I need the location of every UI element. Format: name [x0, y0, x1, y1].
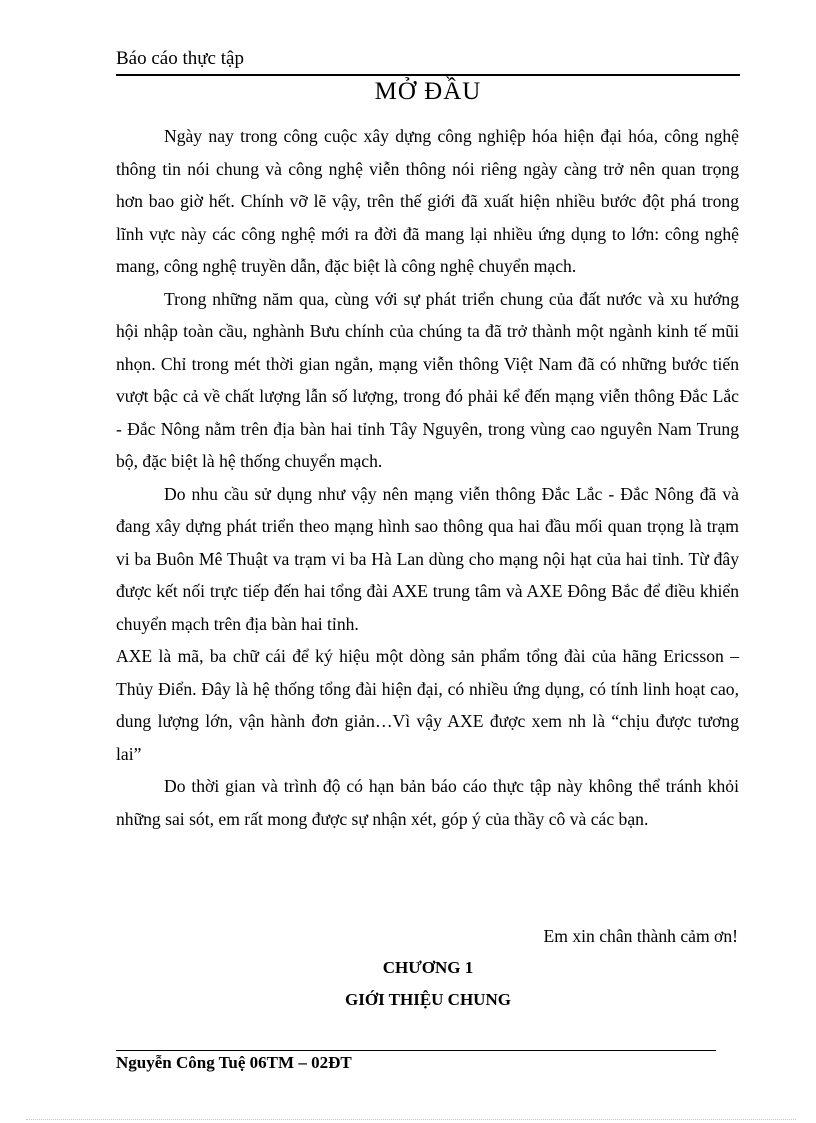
page-header: Báo cáo thực tập	[116, 48, 244, 69]
page-bottom-divider	[26, 1119, 796, 1120]
paragraph-5: Do thời gian và trình độ có hạn bản báo cáo thực tập này không thể tránh khỏi những sai sót, em rất mong được sự nhận xét, góp ý của thầy cô và các bạn.	[116, 776, 739, 829]
page-title: MỞ ĐẦU	[374, 78, 482, 105]
body-text	[116, 120, 739, 835]
paragraph-2: Trong những năm qua, cùng với sự phát triển chung của đất nước và xu hướng hội nhập toàn cầu, nghành Bưu chính của chúng ta đã trở thành một ngành kinh tế mũi nhọn. Chỉ trong mét thời gian ngắn, mạng viễn thông Việt Nam đã có những bước tiến vượt bậc cả về chất lượng lẫn số lượng, trong đó phải kể đến mạng viễn thông Đắc Lắc - Đắc Nông nằm trên địa bàn hai tỉnh Tây Nguyên, trong vùng cao nguyên Nam Trung bộ, đặc biệt là hệ thống chuyển mạch.	[116, 288, 739, 471]
paragraph-4: AXE là mã, ba chữ cái để ký hiệu một dòng sản phẩm tổng đài của hãng Ericsson – Thủy Điển. Đây là hệ thống tổng đài hiện đại, có nhiều ứng dụng, có tính linh hoạt cao, dung lượng lớn, vận hành đơn giản…Vì vậy AXE được xem nh là “chịu được tương lai”	[116, 646, 739, 764]
chapter-number: CHƯƠNG 1	[382, 958, 474, 977]
header-rule	[116, 74, 740, 76]
paragraph-1: Ngày nay trong công cuộc xây dựng công nghiệp hóa hiện đại hóa, công nghệ thông tin nói chung và công nghệ viễn thông nói riêng ngày càng trở nên quan trọng hơn bao giờ hết. Chính vỡ lẽ vậy, trên thế giới đã xuất hiện nhiều bước đột phá trong lĩnh vực này các công nghệ mới ra đời đã mang lại nhiều ứng dụng to lớn: công nghệ mang, công nghệ truyền dẫn, đặc biệt là công nghệ chuyển mạch.	[116, 126, 739, 276]
closing-line: Em xin chân thành cảm ơn!	[543, 926, 738, 946]
footer-rule	[116, 1050, 716, 1051]
chapter-title: GIỚI THIỆU CHUNG	[345, 990, 511, 1009]
page-footer: Nguyễn Công Tuệ 06TM – 02ĐT	[116, 1053, 352, 1072]
paragraph-3: Do nhu cầu sử dụng như vậy nên mạng viễn thông Đắc Lắc - Đắc Nông đã và đang xây dựng phát triển theo mạng hình sao thông qua hai đầu mối quan trọng là trạm vi ba Buôn Mê Thuật va trạm vi ba Hà Lan dùng cho mạng nội hạt của hai tỉnh. Từ đây được kết nối trực tiếp đến hai tổng đài AXE trung tâm và AXE Đông Bắc để điều khiển chuyển mạch trên địa bàn hai tỉnh.	[116, 483, 739, 634]
